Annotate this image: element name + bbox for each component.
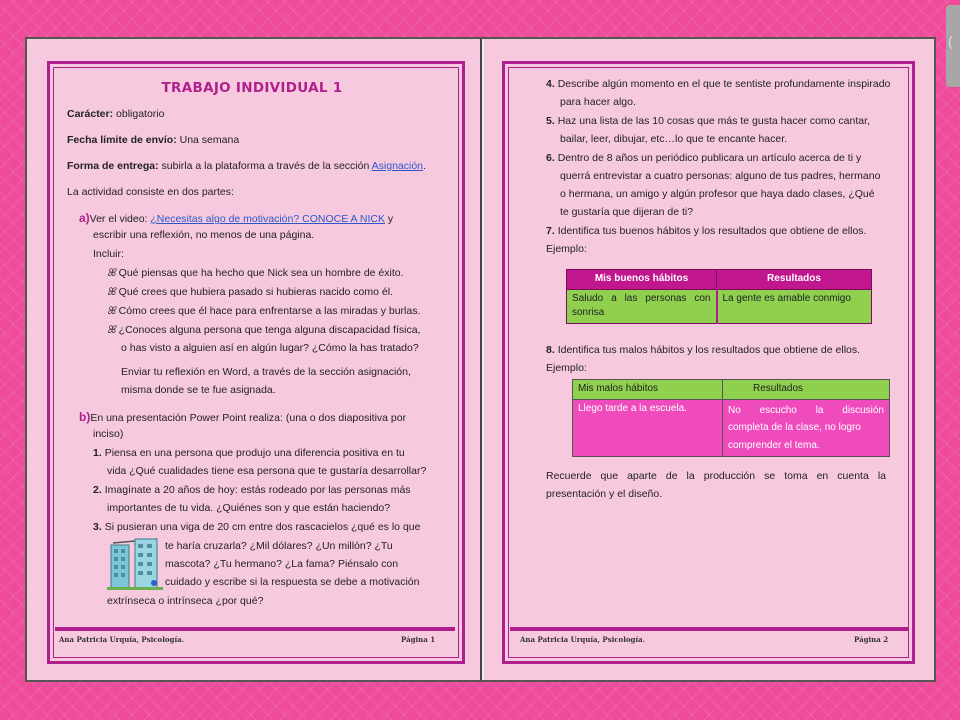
bullet-item <box>107 285 393 300</box>
cell-line: comprender el tema. <box>728 439 820 451</box>
section-b-text: En una presentación Power Point realiza: (una o dos diapositiva por <box>90 412 407 424</box>
item-number: 1. <box>93 447 102 459</box>
item-text: Dentro de 8 años un periódico publicara un artículo acerca de ti y <box>557 152 862 164</box>
footer-author: Ana Patricia Urquía, Psicología. <box>520 635 646 644</box>
footer-author: Ana Patricia Urquía, Psicología. <box>59 635 185 644</box>
table-cell: Llego tarde a la escuela. <box>573 399 723 457</box>
numbered-item <box>93 483 411 498</box>
good-habits-table <box>566 269 872 324</box>
item-text: Piensa en una persona que produjo una diferencia positiva en tu <box>104 447 405 459</box>
section-a-line1 <box>79 210 393 227</box>
recuerde-line1: Recuerde que aparte de la producción se toma en cuenta la <box>546 470 886 482</box>
section-a-line2: escribir una reflexión, no menos de una página. <box>93 229 315 241</box>
footer-page-number: Página 1 <box>401 635 436 644</box>
numbered-item <box>546 151 861 166</box>
footer-bar <box>55 627 455 631</box>
bullet-text: ¿Conoces alguna persona que tenga alguna discapacidad física, <box>118 324 421 336</box>
bullet-icon: ꕤ <box>107 305 119 317</box>
forma-line <box>67 159 426 174</box>
item-number: 2. <box>93 484 102 496</box>
item-text-cont: cuidado y escribe si la respuesta se debe a motivación <box>165 576 420 588</box>
page-2 <box>484 39 934 680</box>
footer-page-number: Página 2 <box>854 635 889 644</box>
table-header: Resultados <box>717 270 872 290</box>
bullet-item <box>107 304 420 319</box>
item-text-cont: querrá entrevistar a cuatro personas: alguno de tus padres, hermano <box>560 170 881 182</box>
incluir-label: Incluir: <box>93 248 124 260</box>
fecha-label: Fecha límite de envío: <box>67 134 177 146</box>
item-text-cont: extrínseca o intrínseca ¿por qué? <box>107 595 264 607</box>
table-cell: La gente es amable conmigo <box>717 289 872 323</box>
bullet-continuation: o has visto a alguien así en algún lugar? ¿Cómo la has tratado? <box>121 342 419 354</box>
page-1 <box>27 39 482 680</box>
page-title: TRABAJO INDIVIDUAL 1 <box>161 80 343 96</box>
enviar-line1: Enviar tu reflexión en Word, a través de la sección asignación, <box>121 366 411 378</box>
item-number: 3. <box>93 521 102 533</box>
item-number: 6. <box>546 152 555 164</box>
section-a-text: Ver el video: <box>89 213 151 225</box>
cell-line: Saludo a las personas con <box>572 292 711 304</box>
numbered-item <box>93 520 420 535</box>
nick-video-link[interactable]: ¿Necesitas algo de motivación? CONOCE A NICK <box>150 213 385 225</box>
tab-arc-icon: ( <box>948 33 953 49</box>
numbered-item <box>546 114 870 129</box>
section-b-line2: inciso) <box>93 428 124 440</box>
page-1-content <box>67 77 437 637</box>
item-text-cont: bailar, leer, dibujar, etc…lo que te encante hacer. <box>560 133 788 145</box>
table-row <box>573 399 890 457</box>
table-header-row <box>567 270 872 290</box>
bullet-icon: ꕤ <box>107 267 119 279</box>
intro-text: La actividad consiste en dos partes: <box>67 186 234 198</box>
forma-value: subirla a la plataforma a través de la sección <box>158 160 372 172</box>
table-header-row <box>573 380 890 400</box>
page-2-content <box>546 77 891 637</box>
buildings-icon <box>107 535 163 591</box>
numbered-item <box>546 343 860 358</box>
item-text: Describe algún momento en el que te sentiste profundamente inspirado <box>557 78 891 90</box>
section-a-letter: a) <box>79 211 90 225</box>
caracter-value: obligatorio <box>113 108 165 120</box>
item-text-cont: vida ¿Qué cualidades tiene esa persona que te gustaría desarrollar? <box>107 465 427 477</box>
caracter-label: Carácter: <box>67 108 114 120</box>
section-b-letter: b) <box>79 410 91 424</box>
ejemplo-label: Ejemplo: <box>546 362 587 374</box>
bullet-item <box>107 323 420 338</box>
item-text-cont: te haría cruzarla? ¿Mil dólares? ¿Un millón? ¿Tu <box>165 540 393 552</box>
footer-bar <box>510 627 908 631</box>
table-cell <box>723 399 890 457</box>
item-text: Haz una lista de las 10 cosas que más te gusta hacer como cantar, <box>557 115 870 127</box>
numbered-item <box>93 446 405 461</box>
numbered-item <box>546 77 890 92</box>
forma-end: . <box>423 160 426 172</box>
item-number: 4. <box>546 78 555 90</box>
side-scroll-tab[interactable] <box>946 5 960 87</box>
table-header: Mis buenos hábitos <box>567 270 717 290</box>
item-text: Si pusieran una viga de 20 cm entre dos rascacielos ¿qué es lo que <box>104 521 421 533</box>
asignacion-link[interactable]: Asignación <box>371 160 424 172</box>
item-text-cont: mascota? ¿Tu hermano? ¿La fama? Piénsalo con <box>165 558 399 570</box>
enviar-line2: misma donde se te fue asignada. <box>121 384 276 396</box>
item-text-cont: te gustaría que dijeran de ti? <box>560 206 694 218</box>
cell-line: completa de la clase, no logro <box>728 422 861 433</box>
table-row <box>567 289 872 323</box>
bullet-item <box>107 266 404 281</box>
fecha-line <box>67 133 239 148</box>
section-b-line1 <box>79 409 406 426</box>
table-header: Mis malos hábitos <box>573 380 723 400</box>
fecha-value: Una semana <box>176 134 240 146</box>
cell-line: sonrisa <box>572 307 605 318</box>
item-text-cont: o hermana, un amigo y algún profesor que haya dado clases, ¿Qué <box>560 188 875 200</box>
item-number: 7. <box>546 225 555 237</box>
numbered-item <box>546 224 866 239</box>
item-text-cont: importantes de tu vida. ¿Quiénes son y que están haciendo? <box>107 502 391 514</box>
ejemplo-label: Ejemplo: <box>546 243 587 255</box>
bullet-text: Qué crees que hubiera pasado si hubieras nacido como él. <box>118 286 393 298</box>
bullet-text: Qué piensas que ha hecho que Nick sea un hombre de éxito. <box>118 267 404 279</box>
item-text: Identifica tus buenos hábitos y los resultados que obtiene de ellos. <box>557 225 867 237</box>
bad-habits-table <box>572 379 890 457</box>
table-cell <box>567 289 717 323</box>
item-text-cont: para hacer algo. <box>560 96 636 108</box>
bullet-icon: ꕤ <box>107 286 119 298</box>
item-number: 5. <box>546 115 555 127</box>
item-text: Imagínate a 20 años de hoy: estás rodeado por las personas más <box>104 484 411 496</box>
bullet-text: Cómo crees que él hace para enfrentarse a las miradas y burlas. <box>118 305 421 317</box>
forma-label: Forma de entrega: <box>67 160 159 172</box>
bullet-icon: ꕤ <box>107 324 119 336</box>
section-a-text-end: y <box>384 213 394 225</box>
document-viewer <box>25 37 936 682</box>
table-header: Resultados <box>723 380 890 400</box>
caracter-line <box>67 107 164 122</box>
item-number: 8. <box>546 344 555 356</box>
item-text: Identifica tus malos hábitos y los resultados que obtiene de ellos. <box>557 344 861 356</box>
recuerde-line2: presentación y el diseño. <box>546 488 663 500</box>
cell-line: No escucho la discusión <box>728 404 884 416</box>
